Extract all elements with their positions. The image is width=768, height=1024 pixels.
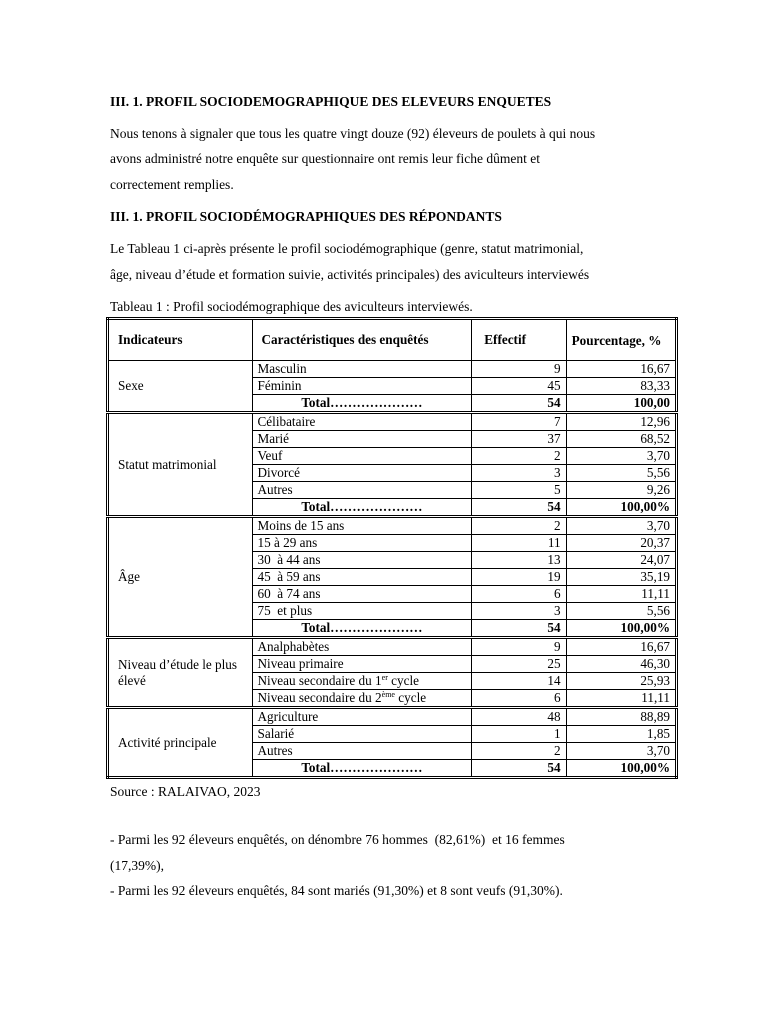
row-characteristic [252, 673, 472, 690]
table-row [108, 638, 677, 656]
header-caracteristiques: Caractéristiques des enquêtés [252, 319, 472, 361]
row-characteristic: 30 à 44 ans [252, 552, 472, 569]
header-pourcentage: Pourcentage, % [566, 319, 676, 361]
paragraph-2-line-1: Le Tableau 1 ci-après présente le profil sociodémographique (genre, statut matrimonial, [110, 241, 584, 256]
row-effectif: 11 [472, 535, 566, 552]
row-pourcentage: 35,19 [566, 569, 676, 586]
paragraph-1-line-3: correctement remplies. [110, 177, 234, 192]
table-header-row [108, 319, 677, 361]
total-effectif: 54 [472, 620, 566, 638]
row-pourcentage: 5,56 [566, 603, 676, 620]
row-effectif: 2 [472, 743, 566, 760]
table-row [108, 517, 677, 535]
row-effectif: 45 [472, 378, 566, 395]
row-pourcentage: 68,52 [566, 431, 676, 448]
row-effectif: 7 [472, 413, 566, 431]
section-heading-2: III. 1. PROFIL SOCIODÉMOGRAPHIQUES DES RÉPONDANTS [110, 209, 502, 224]
row-pourcentage: 88,89 [566, 708, 676, 726]
row-characteristic: Veuf [252, 448, 472, 465]
group-label-age: Âge [108, 517, 253, 638]
row-characteristic: Agriculture [252, 708, 472, 726]
row-pourcentage: 25,93 [566, 673, 676, 690]
row-characteristic: Masculin [252, 361, 472, 378]
row-characteristic: Autres [252, 743, 472, 760]
row-pourcentage: 24,07 [566, 552, 676, 569]
row-effectif: 3 [472, 465, 566, 482]
bullet-1-line-1: - Parmi les 92 éleveurs enquêtés, on dénombre 76 hommes (82,61%) et 16 femmes [110, 832, 565, 847]
group-label-statut: Statut matrimonial [108, 413, 253, 517]
characteristic-text: Niveau secondaire du 2 [257, 690, 382, 705]
header-indicateurs: Indicateurs [108, 319, 253, 361]
row-pourcentage: 20,37 [566, 535, 676, 552]
row-pourcentage: 16,67 [566, 361, 676, 378]
group-label-sexe: Sexe [108, 361, 253, 413]
group-label-niveau: Niveau d’étude le plus élevé [108, 638, 253, 708]
characteristic-text-end: cycle [387, 673, 419, 688]
row-characteristic: Féminin [252, 378, 472, 395]
row-pourcentage: 1,85 [566, 726, 676, 743]
bullet-2: - Parmi les 92 éleveurs enquêtés, 84 sont mariés (91,30%) et 8 sont veufs (91,30%). [110, 883, 563, 898]
total-label: Total………………… [252, 395, 472, 413]
paragraph-2-line-2: âge, niveau d’étude et formation suivie, activités principales) des aviculteurs interviewés [110, 267, 590, 282]
total-effectif: 54 [472, 395, 566, 413]
total-effectif: 54 [472, 760, 566, 778]
row-effectif: 25 [472, 656, 566, 673]
row-characteristic: Moins de 15 ans [252, 517, 472, 535]
header-effectif: Effectif [472, 319, 566, 361]
total-pourcentage: 100,00% [566, 620, 676, 638]
row-pourcentage: 3,70 [566, 517, 676, 535]
profile-table [106, 317, 678, 779]
row-pourcentage: 11,11 [566, 690, 676, 708]
total-effectif: 54 [472, 499, 566, 517]
row-effectif: 9 [472, 361, 566, 378]
row-pourcentage: 5,56 [566, 465, 676, 482]
row-effectif: 14 [472, 673, 566, 690]
table-row [108, 708, 677, 726]
characteristic-text-end: cycle [394, 690, 427, 705]
characteristic-text: Niveau secondaire du 1 [257, 673, 382, 688]
row-effectif: 2 [472, 517, 566, 535]
total-label: Total………………… [252, 499, 472, 517]
row-pourcentage: 11,11 [566, 586, 676, 603]
total-label: Total………………… [252, 620, 472, 638]
row-characteristic: Célibataire [252, 413, 472, 431]
row-pourcentage: 46,30 [566, 656, 676, 673]
table-caption: Tableau 1 : Profil sociodémographique des aviculteurs interviewés. [110, 299, 473, 314]
row-effectif: 48 [472, 708, 566, 726]
row-pourcentage: 3,70 [566, 743, 676, 760]
row-characteristic: Salarié [252, 726, 472, 743]
row-pourcentage: 83,33 [566, 378, 676, 395]
group-label-activite: Activité principale [108, 708, 253, 778]
table-source: Source : RALAIVAO, 2023 [110, 784, 261, 799]
paragraph-1-line-2: avons administré notre enquête sur questionnaire ont remis leur fiche dûment et [110, 151, 540, 166]
row-characteristic: 75 et plus [252, 603, 472, 620]
row-characteristic: Divorcé [252, 465, 472, 482]
total-pourcentage: 100,00% [566, 499, 676, 517]
row-effectif: 9 [472, 638, 566, 656]
row-characteristic [252, 690, 472, 708]
row-effectif: 5 [472, 482, 566, 499]
total-pourcentage: 100,00% [566, 760, 676, 778]
section-heading-1: III. 1. PROFIL SOCIODEMOGRAPHIQUE DES ELEVEURS ENQUETES [110, 94, 552, 109]
row-effectif: 6 [472, 586, 566, 603]
total-pourcentage: 100,00 [566, 395, 676, 413]
row-effectif: 3 [472, 603, 566, 620]
row-pourcentage: 9,26 [566, 482, 676, 499]
row-effectif: 2 [472, 448, 566, 465]
ordinal-superscript: er [381, 673, 388, 682]
row-effectif: 1 [472, 726, 566, 743]
ordinal-superscript: ème [381, 690, 395, 699]
paragraph-1-line-1: Nous tenons à signaler que tous les quatre vingt douze (92) éleveurs de poulets à qui nous [110, 126, 596, 141]
row-characteristic: Analphabètes [252, 638, 472, 656]
row-characteristic: 60 à 74 ans [252, 586, 472, 603]
row-effectif: 19 [472, 569, 566, 586]
row-effectif: 6 [472, 690, 566, 708]
row-effectif: 13 [472, 552, 566, 569]
row-pourcentage: 12,96 [566, 413, 676, 431]
bullet-1-line-2: (17,39%), [110, 858, 164, 873]
row-characteristic: 45 à 59 ans [252, 569, 472, 586]
row-characteristic: Autres [252, 482, 472, 499]
total-label: Total………………… [252, 760, 472, 778]
table-row [108, 413, 677, 431]
row-characteristic: Marié [252, 431, 472, 448]
row-characteristic: 15 à 29 ans [252, 535, 472, 552]
row-pourcentage: 3,70 [566, 448, 676, 465]
row-effectif: 37 [472, 431, 566, 448]
table-row [108, 361, 677, 378]
row-pourcentage: 16,67 [566, 638, 676, 656]
row-characteristic: Niveau primaire [252, 656, 472, 673]
